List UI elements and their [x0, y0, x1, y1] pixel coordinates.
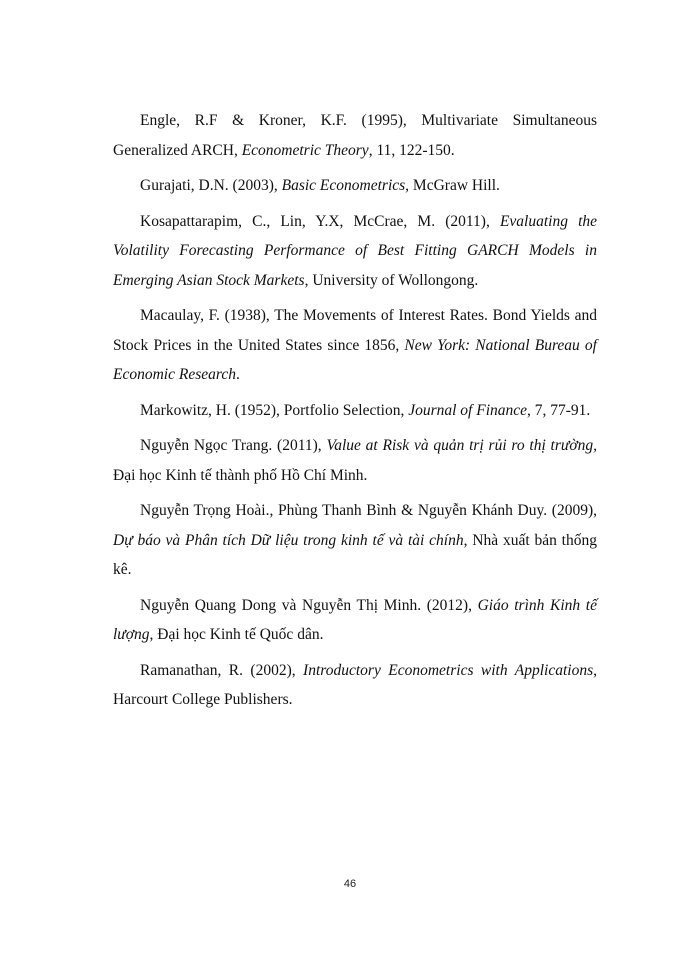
reference-text: Gurajati, D.N. (2003),: [140, 177, 282, 194]
reference-title: Journal of Finance: [408, 401, 528, 419]
reference-text: Nguyễn Quang Dong và Nguyễn Thị Minh. (2012),: [140, 596, 478, 614]
reference-title: New York: National Bureau of Economic Research: [113, 336, 597, 383]
reference-entry: [113, 207, 597, 296]
reference-title: Basic Econometrics: [281, 177, 406, 194]
reference-title: Evaluating the Volatility Forecasting Performance of Best Fitting GARCH Models in Emerging Asian Stock Markets: [113, 212, 598, 289]
reference-text: , 11, 122-150.: [368, 141, 455, 159]
reference-list: [113, 106, 597, 721]
reference-entry: [113, 431, 597, 490]
reference-title: Introductory Econometrics with Applications: [303, 661, 594, 679]
reference-text: , Harcourt College Publishers.: [113, 661, 597, 708]
reference-entry: [113, 301, 597, 390]
reference-entry: [113, 496, 597, 585]
page-number: 46: [343, 878, 357, 890]
reference-entry: [113, 171, 597, 201]
reference-title: Econometric Theory: [241, 141, 369, 159]
reference-text: Kosapattarapim, C., Lin, Y.X, McCrae, M. (2011),: [140, 212, 500, 230]
reference-title: Dự báo và Phân tích Dữ liệu trong kinh tế và tài chính: [113, 531, 464, 549]
reference-text: Ramanathan, R. (2002),: [140, 661, 304, 679]
reference-text: Đại học Kinh tế thành phố Hồ Chí Minh.: [113, 466, 368, 484]
reference-entry: [113, 656, 597, 715]
reference-text: Nguyễn Ngọc Trang. (2011),: [140, 437, 327, 454]
reference-text: , McGraw Hill.: [405, 177, 500, 194]
reference-text: Markowitz, H. (1952), Portfolio Selection,: [140, 401, 409, 419]
reference-entry: [113, 396, 597, 426]
reference-entry: [113, 591, 597, 650]
reference-text: Engle, R.F & Kroner, K.F. (1995), Multivariate Simultaneous Generalized ARCH,: [113, 112, 597, 159]
reference-text: , University of Wollongong.: [304, 271, 479, 289]
reference-text: , Nhà xuất bản thống kê.: [113, 531, 597, 578]
reference-text: , 7, 77-91.: [527, 401, 591, 419]
reference-text: , Đại học Kinh tế Quốc dân.: [149, 626, 324, 643]
reference-text: Macaulay, F. (1938), The Movements of Interest Rates. Bond Yields and Stock Prices in the United States since 1856,: [113, 307, 597, 354]
reference-entry: [113, 106, 597, 165]
reference-title: Giáo trình Kinh tế lượng: [113, 596, 597, 643]
reference-text: .: [235, 366, 240, 383]
reference-title: Value at Risk và quản trị rủi ro thị trường,: [326, 437, 597, 454]
reference-text: Nguyễn Trọng Hoài., Phùng Thanh Bình & Nguyễn Khánh Duy. (2009),: [140, 502, 597, 519]
